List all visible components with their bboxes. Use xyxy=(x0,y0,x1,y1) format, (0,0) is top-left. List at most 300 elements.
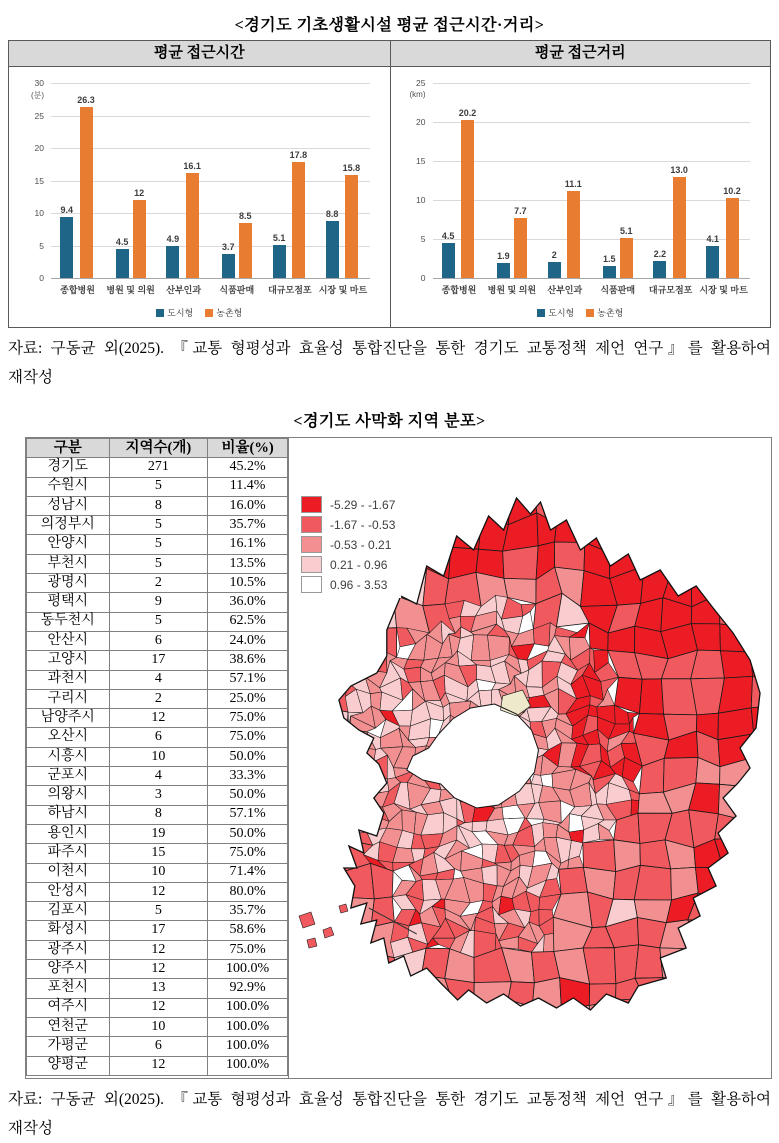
x-axis-label: 산부인과 xyxy=(166,285,202,295)
table-cell: 5 xyxy=(109,477,208,496)
bar-농촌형 xyxy=(239,223,252,278)
table-cell: 고양시 xyxy=(27,651,110,670)
table-row xyxy=(27,960,288,979)
bar-value-label: 1.5 xyxy=(602,254,616,265)
table-cell: 김포시 xyxy=(27,902,110,921)
table-row xyxy=(27,1017,288,1036)
bar-column xyxy=(239,211,252,278)
bar-value-label: 9.4 xyxy=(60,204,74,215)
bar-group xyxy=(433,83,486,278)
chart-area xyxy=(391,67,771,327)
table-cell: 5 xyxy=(109,516,208,535)
table-cell: 5 xyxy=(109,554,208,573)
bar-column xyxy=(459,108,477,278)
table-cell: 의정부시 xyxy=(27,516,110,535)
bar-group xyxy=(644,83,697,278)
legend-swatch xyxy=(156,309,164,317)
bar-value-label: 20.2 xyxy=(458,108,477,119)
y-axis-tick: 10 xyxy=(416,195,426,205)
bar-column xyxy=(343,163,361,278)
legend-label: 도시형 xyxy=(167,308,194,318)
map-legend-swatch xyxy=(301,496,322,513)
bar-도시형 xyxy=(273,245,286,278)
x-axis-label: 시장 및 마트 xyxy=(318,285,368,295)
bar-column xyxy=(548,250,561,278)
bar-value-label: 4.5 xyxy=(441,230,455,241)
table-cell: 5 xyxy=(109,902,208,921)
table-cell: 75.0% xyxy=(208,844,288,863)
bar-group xyxy=(316,83,369,278)
y-axis-tick: 15 xyxy=(34,175,44,186)
chart-panel-access-distance xyxy=(390,41,771,327)
y-axis-tick: 20 xyxy=(34,143,44,153)
table-header-cell: 비율(%) xyxy=(208,439,288,458)
x-axis-label: 대규모점포 xyxy=(268,285,312,295)
bar-도시형 xyxy=(326,221,339,278)
bar-column xyxy=(326,209,339,278)
source-line-1: 자료: 구동균 외(2025). 『교통 형평성과 효율성 통합진단을 통한 경기도 교통정책 제언 연구』를 활용하여 xyxy=(8,1091,771,1108)
table-row xyxy=(27,786,288,805)
table-cell: 동두천시 xyxy=(27,612,110,631)
table-row xyxy=(27,709,288,728)
table-header-row xyxy=(27,439,288,458)
table-row xyxy=(27,1037,288,1056)
bar-value-label: 3.7 xyxy=(222,241,235,252)
bar-group xyxy=(263,83,316,278)
table-cell: 100.0% xyxy=(208,1037,288,1056)
bar-농촌형 xyxy=(133,200,146,278)
legend-item xyxy=(205,306,242,319)
gridline xyxy=(51,278,370,279)
y-axis-tick: 25 xyxy=(34,110,44,121)
table-row xyxy=(27,574,288,593)
table-cell: 남양주시 xyxy=(27,709,110,728)
table-cell: 12 xyxy=(109,940,208,959)
table-cell: 평택시 xyxy=(27,593,110,612)
table-cell: 이천시 xyxy=(27,863,110,882)
source-note-1 xyxy=(8,334,771,392)
map-section-title: <경기도 사막화 지역 분포> xyxy=(293,413,486,430)
table-cell: 2 xyxy=(109,689,208,708)
bar-value-label: 15.8 xyxy=(342,163,361,174)
table-cell: 광명시 xyxy=(27,574,110,593)
table-cell: 2 xyxy=(109,574,208,593)
table-cell: 15 xyxy=(109,844,208,863)
bar-column xyxy=(620,226,633,278)
bar-농촌형 xyxy=(186,173,199,278)
table-row xyxy=(27,670,288,689)
chart-area xyxy=(9,67,390,327)
table-cell: 12 xyxy=(109,1056,208,1075)
bar-value-label: 4.1 xyxy=(706,234,720,245)
table-head xyxy=(27,439,288,458)
chart-title-access-time: 평균 접근시간 xyxy=(9,41,390,67)
table-row xyxy=(27,902,288,921)
table-cell: 10 xyxy=(109,747,208,766)
bar-value-label: 11.1 xyxy=(564,179,582,190)
bar-도시형 xyxy=(222,254,235,278)
table-cell: 오산시 xyxy=(27,728,110,747)
bar-column xyxy=(442,231,455,278)
bar-group xyxy=(104,83,157,278)
bar-농촌형 xyxy=(461,120,474,278)
y-axis-tick: 25 xyxy=(416,78,426,88)
source-line-1: 자료: 구동균 외(2025). 『교통 형평성과 효율성 통합진단을 통한 경기도 교통정책 제언 연구』를 활용하여 xyxy=(8,340,771,357)
table-row xyxy=(27,824,288,843)
bar-value-label: 4.9 xyxy=(166,234,180,245)
table-row xyxy=(27,689,288,708)
bar-column xyxy=(183,161,201,278)
table-cell: 38.6% xyxy=(208,651,288,670)
x-axis-label: 시장 및 마트 xyxy=(699,285,748,295)
table-cell: 연천군 xyxy=(27,1017,110,1036)
table-cell: 안성시 xyxy=(27,882,110,901)
plot-area-distance xyxy=(409,78,751,283)
table-cell: 부천시 xyxy=(27,554,110,573)
access-charts-box xyxy=(8,40,771,328)
table-row xyxy=(27,535,288,554)
bar-column xyxy=(706,234,719,278)
x-axis-label: 종합병원 xyxy=(441,285,477,295)
table-cell: 광주시 xyxy=(27,940,110,959)
table-cell: 271 xyxy=(109,458,208,477)
table-row xyxy=(27,863,288,882)
table-cell: 12 xyxy=(109,960,208,979)
table-cell: 33.3% xyxy=(208,767,288,786)
table-row xyxy=(27,631,288,650)
bar-value-label: 1.9 xyxy=(497,251,510,262)
y-axis-unit: (km) xyxy=(409,90,426,99)
table-cell: 92.9% xyxy=(208,979,288,998)
table-cell: 10 xyxy=(109,863,208,882)
table-row xyxy=(27,805,288,824)
bar-column xyxy=(222,242,235,278)
table-cell: 6 xyxy=(109,631,208,650)
table-cell: 16.1% xyxy=(208,535,288,554)
bar-value-label: 13.0 xyxy=(670,164,688,175)
y-axis-tick: 5 xyxy=(39,240,44,251)
table-cell: 9 xyxy=(109,593,208,612)
table-cell: 100.0% xyxy=(208,998,288,1017)
map-legend-item xyxy=(301,556,395,573)
table-cell: 13 xyxy=(109,979,208,998)
table-cell: 10.5% xyxy=(208,574,288,593)
table-cell: 17 xyxy=(109,651,208,670)
bar-농촌형 xyxy=(567,191,580,278)
bar-도시형 xyxy=(442,243,455,278)
table-cell: 71.4% xyxy=(208,863,288,882)
bar-value-label: 16.1 xyxy=(183,161,201,172)
table-cell: 포천시 xyxy=(27,979,110,998)
x-axis-labels xyxy=(51,283,370,296)
y-axis-tick: 0 xyxy=(39,273,44,283)
x-axis-labels xyxy=(433,283,751,296)
bar-value-label: 8.5 xyxy=(239,210,252,221)
bar-column xyxy=(273,233,286,278)
table-cell: 24.0% xyxy=(208,631,288,650)
y-axis-tick: 20 xyxy=(416,117,426,127)
y-axis-tick: 15 xyxy=(416,156,426,166)
table-row xyxy=(27,921,288,940)
bar-column xyxy=(497,251,510,278)
source-note-2 xyxy=(8,1085,771,1143)
bar-column xyxy=(514,206,527,278)
bar-column xyxy=(60,205,73,278)
bar-농촌형 xyxy=(620,238,633,278)
bar-value-label: 10.2 xyxy=(723,186,741,197)
table-cell: 과천시 xyxy=(27,670,110,689)
table-row xyxy=(27,747,288,766)
table-cell: 100.0% xyxy=(208,1017,288,1036)
bar-group xyxy=(157,83,210,278)
table-cell: 100.0% xyxy=(208,1056,288,1075)
bar-value-label: 4.5 xyxy=(115,236,129,247)
table-cell: 75.0% xyxy=(208,940,288,959)
bar-농촌형 xyxy=(345,175,358,278)
y-axis-tick: 0 xyxy=(420,273,426,283)
table-row xyxy=(27,593,288,612)
table-cell: 57.1% xyxy=(208,805,288,824)
source-line-2: 재작성 xyxy=(8,369,53,386)
region-table xyxy=(26,438,288,1076)
x-axis-label: 종합병원 xyxy=(60,285,95,295)
table-cell: 화성시 xyxy=(27,921,110,940)
bar-column xyxy=(565,179,582,278)
map-islands xyxy=(299,904,348,948)
map-legend-label: 0.21 - 0.96 xyxy=(330,557,388,572)
bar-group xyxy=(697,83,750,278)
table-cell: 12 xyxy=(109,709,208,728)
legend-swatch xyxy=(205,309,213,317)
map-legend-swatch xyxy=(301,576,322,593)
table-cell: 12 xyxy=(109,998,208,1017)
bar-농촌형 xyxy=(673,177,686,278)
map-legend-item xyxy=(301,536,395,553)
bar-농촌형 xyxy=(80,107,93,278)
table-cell: 25.0% xyxy=(208,689,288,708)
x-axis-label: 식품판매 xyxy=(219,285,255,295)
y-axis-tick: 30 xyxy=(34,78,44,88)
bar-value-label: 8.8 xyxy=(325,208,339,219)
legend-label: 농촌형 xyxy=(216,308,243,318)
bar-도시형 xyxy=(497,263,510,278)
table-row xyxy=(27,458,288,477)
bar-도시형 xyxy=(603,266,616,278)
legend-item xyxy=(156,306,193,319)
bar-group xyxy=(591,83,644,278)
table-cell: 성남시 xyxy=(27,496,110,515)
table-row xyxy=(27,651,288,670)
table-cell: 3 xyxy=(109,786,208,805)
table-cell: 안산시 xyxy=(27,631,110,650)
y-axis-unit: (분) xyxy=(30,91,44,100)
map-legend xyxy=(299,494,401,598)
table-cell: 8 xyxy=(109,496,208,515)
table-cell: 19 xyxy=(109,824,208,843)
table-cell: 58.6% xyxy=(208,921,288,940)
table-cell: 군포시 xyxy=(27,767,110,786)
table-row xyxy=(27,728,288,747)
map-legend-label: -1.67 - -0.53 xyxy=(330,517,396,532)
table-cell: 57.1% xyxy=(208,670,288,689)
table-row xyxy=(27,554,288,573)
map-legend-label: -0.53 - 0.21 xyxy=(330,537,392,552)
table-cell: 35.7% xyxy=(208,516,288,535)
map-legend-item xyxy=(301,496,395,513)
map-legend-item xyxy=(301,516,395,533)
table-cell: 35.7% xyxy=(208,902,288,921)
bar-value-label: 7.7 xyxy=(514,205,527,216)
table-cell: 용인시 xyxy=(27,824,110,843)
table-cell: 5 xyxy=(109,612,208,631)
table-cell: 안양시 xyxy=(27,535,110,554)
table-row xyxy=(27,516,288,535)
table-cell: 17 xyxy=(109,921,208,940)
table-row xyxy=(27,882,288,901)
table-row xyxy=(27,844,288,863)
bar-column xyxy=(723,186,741,278)
chart-legend xyxy=(15,306,384,319)
bar-value-label: 17.8 xyxy=(289,150,308,161)
table-cell: 하남시 xyxy=(27,805,110,824)
table-cell: 8 xyxy=(109,805,208,824)
table-row xyxy=(27,1056,288,1075)
map-legend-swatch xyxy=(301,536,322,553)
bar-농촌형 xyxy=(292,162,305,278)
bar-농촌형 xyxy=(726,198,739,278)
table-cell: 4 xyxy=(109,767,208,786)
map-legend-label: 0.96 - 3.53 xyxy=(330,577,388,592)
legend-swatch xyxy=(537,309,545,317)
table-cell: 양주시 xyxy=(27,960,110,979)
bar-도시형 xyxy=(166,246,179,278)
table-body xyxy=(27,458,288,1076)
table-cell: 16.0% xyxy=(208,496,288,515)
table-cell: 가평군 xyxy=(27,1037,110,1056)
bar-도시형 xyxy=(116,249,129,278)
chart-title-access-distance: 평균 접근거리 xyxy=(391,41,771,67)
x-axis-label: 대규모점포 xyxy=(648,285,693,295)
map-legend-swatch xyxy=(301,556,322,573)
table-row xyxy=(27,767,288,786)
legend-item xyxy=(537,306,574,319)
table-cell: 13.5% xyxy=(208,554,288,573)
chart-panel-access-time xyxy=(9,41,390,327)
table-cell: 10 xyxy=(109,1017,208,1036)
chart-section-title: <경기도 기초생활시설 평균 접근시간·거리> xyxy=(234,17,545,34)
table-row xyxy=(27,477,288,496)
table-cell: 의왕시 xyxy=(27,786,110,805)
table-cell: 수원시 xyxy=(27,477,110,496)
map-legend-item xyxy=(301,576,395,593)
table-cell: 여주시 xyxy=(27,998,110,1017)
table-cell: 파주시 xyxy=(27,844,110,863)
table-row xyxy=(27,979,288,998)
bar-group xyxy=(210,83,263,278)
table-cell: 양평군 xyxy=(27,1056,110,1075)
bar-group xyxy=(485,83,538,278)
table-cell: 45.2% xyxy=(208,458,288,477)
bar-value-label: 5.1 xyxy=(272,232,286,243)
table-row xyxy=(27,496,288,515)
bar-도시형 xyxy=(548,262,561,278)
table-cell: 4 xyxy=(109,670,208,689)
bar-column xyxy=(653,249,666,278)
legend-label: 도시형 xyxy=(548,308,575,318)
bar-value-label: 5.1 xyxy=(619,226,633,237)
table-cell: 75.0% xyxy=(208,709,288,728)
table-header-cell: 구분 xyxy=(27,439,110,458)
bar-column xyxy=(670,165,688,278)
bar-value-label: 2.2 xyxy=(653,248,667,259)
table-row xyxy=(27,940,288,959)
table-cell: 6 xyxy=(109,728,208,747)
table-row xyxy=(27,998,288,1017)
gridline xyxy=(433,278,751,279)
desertification-box xyxy=(25,437,772,1079)
table-cell: 11.4% xyxy=(208,477,288,496)
table-cell: 100.0% xyxy=(208,960,288,979)
table-cell: 5 xyxy=(109,535,208,554)
y-axis-tick: 10 xyxy=(34,208,44,218)
bar-group xyxy=(51,83,104,278)
bar-도시형 xyxy=(60,217,73,278)
plot-area-time xyxy=(30,78,370,283)
table-header-cell: 지역수(개) xyxy=(109,439,208,458)
table-cell: 50.0% xyxy=(208,786,288,805)
table-row xyxy=(27,612,288,631)
table-cell: 36.0% xyxy=(208,593,288,612)
bar-column xyxy=(290,150,308,278)
table-cell: 75.0% xyxy=(208,728,288,747)
source-line-2: 재작성 xyxy=(8,1120,53,1137)
map-legend-swatch xyxy=(301,516,322,533)
x-axis-label: 산부인과 xyxy=(547,285,583,295)
bar-column xyxy=(116,237,129,278)
table-cell: 구리시 xyxy=(27,689,110,708)
bar-column xyxy=(166,234,179,278)
bar-column xyxy=(133,188,146,278)
table-cell: 6 xyxy=(109,1037,208,1056)
bar-column xyxy=(603,254,616,278)
chart-legend xyxy=(397,306,765,319)
legend-item xyxy=(586,306,623,319)
gyeonggi-map-panel xyxy=(288,438,771,1078)
bar-도시형 xyxy=(653,261,666,278)
table-cell: 경기도 xyxy=(27,458,110,477)
legend-label: 농촌형 xyxy=(597,308,624,318)
table-cell: 12 xyxy=(109,882,208,901)
x-axis-label: 병원 및 의원 xyxy=(106,285,155,295)
bar-value-label: 2 xyxy=(551,250,557,261)
table-cell: 80.0% xyxy=(208,882,288,901)
bar-column xyxy=(77,95,95,278)
y-axis-tick: 5 xyxy=(420,234,426,244)
bar-value-label: 12 xyxy=(134,188,145,198)
map-legend-label: -5.29 - -1.67 xyxy=(330,497,396,512)
table-cell: 시흥시 xyxy=(27,747,110,766)
legend-swatch xyxy=(586,309,594,317)
bar-도시형 xyxy=(706,246,719,278)
x-axis-label: 식품판매 xyxy=(600,285,636,295)
bar-group xyxy=(538,83,591,278)
table-cell: 62.5% xyxy=(208,612,288,631)
bar-value-label: 26.3 xyxy=(77,95,95,106)
table-cell: 50.0% xyxy=(208,747,288,766)
x-axis-label: 병원 및 의원 xyxy=(487,285,537,295)
bar-농촌형 xyxy=(514,218,527,278)
table-cell: 50.0% xyxy=(208,824,288,843)
